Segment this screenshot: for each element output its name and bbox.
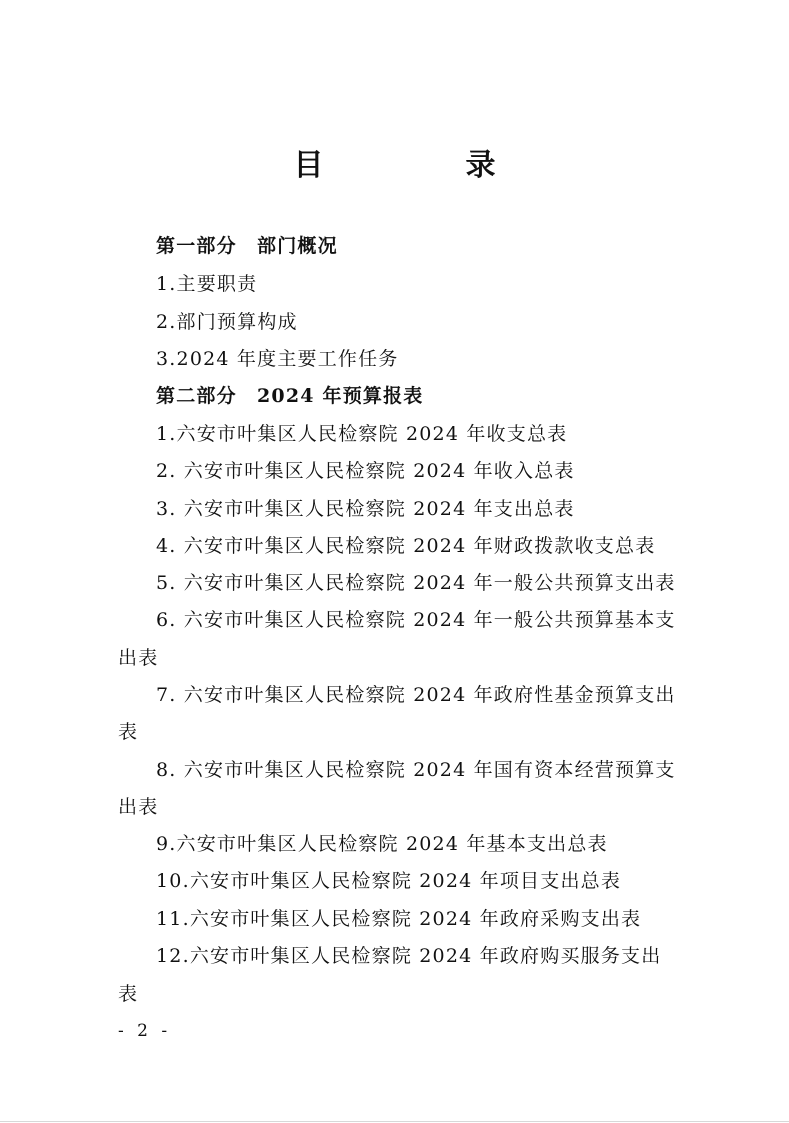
page-number: - 2 - [118,1021,172,1041]
part1-heading: 第一部分 部门概况 [156,235,338,257]
toc-item: 1.六安市叶集区人民检察院 2024 年收支总表 [156,423,568,445]
toc-item: 3. 六安市叶集区人民检察院 2024 年支出总表 [156,498,575,520]
toc-item: 11.六安市叶集区人民检察院 2024 年政府采购支出表 [156,908,642,930]
toc-title: 目 录 [293,148,552,183]
toc-item-continuation: 出表 [118,796,159,818]
part2-heading: 第二部分 2024 年预算报表 [156,385,424,407]
toc-item: 2.部门预算构成 [156,311,298,333]
toc-item: 5. 六安市叶集区人民检察院 2024 年一般公共预算支出表 [156,572,676,594]
toc-item: 9.六安市叶集区人民检察院 2024 年基本支出总表 [156,833,608,855]
toc-item: 4. 六安市叶集区人民检察院 2024 年财政拨款收支总表 [156,535,656,557]
toc-item: 6. 六安市叶集区人民检察院 2024 年一般公共预算基本支 [156,609,676,631]
toc-item: 10.六安市叶集区人民检察院 2024 年项目支出总表 [156,870,622,892]
toc-item: 7. 六安市叶集区人民检察院 2024 年政府性基金预算支出 [156,684,676,706]
toc-item: 2. 六安市叶集区人民检察院 2024 年收入总表 [156,460,575,482]
toc-item: 3.2024 年度主要工作任务 [156,348,399,370]
toc-item-continuation: 表 [118,983,139,1005]
toc-item: 12.六安市叶集区人民检察院 2024 年政府购买服务支出 [156,945,662,967]
toc-item: 8. 六安市叶集区人民检察院 2024 年国有资本经营预算支 [156,759,676,781]
toc-item-continuation: 出表 [118,647,159,669]
toc-item: 1.主要职责 [156,273,258,295]
page-edge-divider [0,1121,789,1122]
toc-item-continuation: 表 [118,721,139,743]
